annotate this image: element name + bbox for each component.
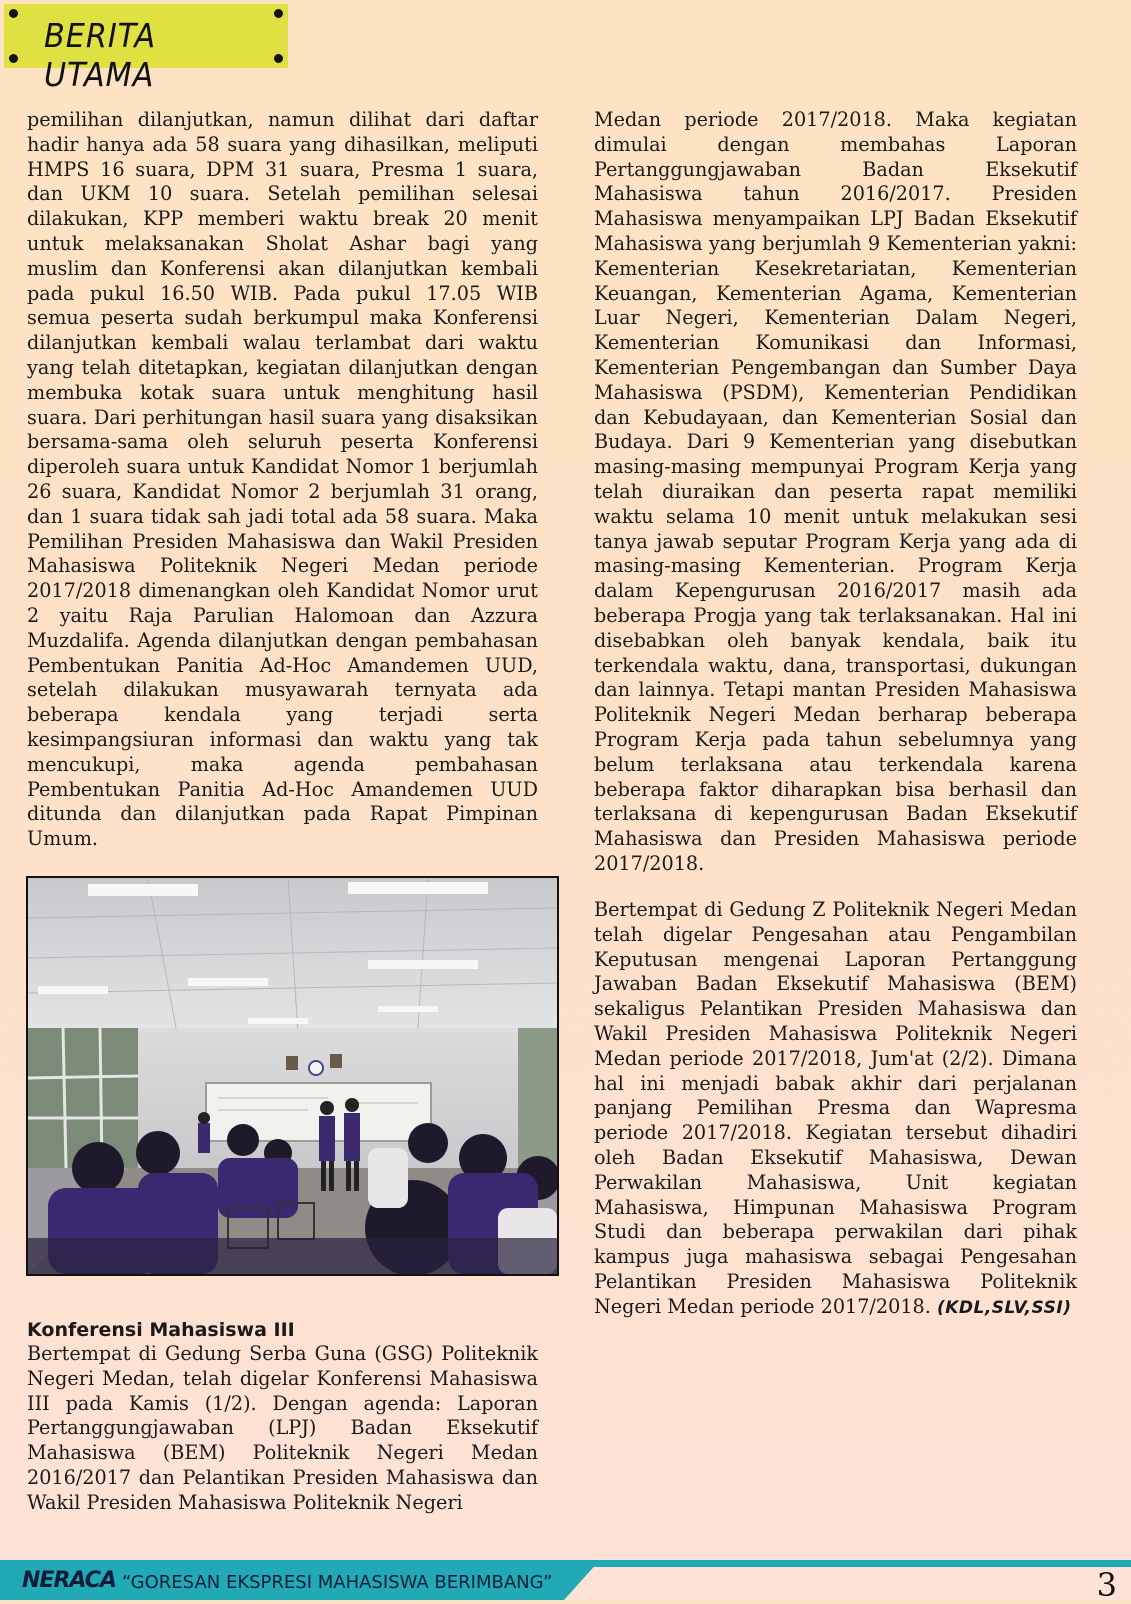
corner-dot-icon: [9, 54, 18, 63]
article-column-left: [27, 108, 538, 852]
pengesahan-section: [594, 898, 1077, 1321]
article-column-right: [594, 108, 1077, 877]
event-photo: [26, 876, 559, 1276]
footer-slogan: “GORESAN EKSPRESI MAHASISWA BERIMBANG”: [122, 1572, 553, 1593]
byline: (KDL,SLV,SSI): [936, 1297, 1072, 1318]
corner-dot-icon: [274, 54, 283, 63]
event-photo-image: [28, 878, 557, 1274]
footer-brand: NERACA: [22, 1568, 116, 1593]
page-number: 3: [1096, 1566, 1117, 1604]
article-paragraph: Bertempat di Gedung Serba Guna (GSG) Politeknik Negeri Medan, telah digelar Konferensi Mahasiswa III pada Kamis (1/2). Dengan agenda: Laporan Pertanggungjawaban (LPJ) Badan Eksekutif Mahasiswa (BEM) Politeknik Negeri Medan 2016/2017 dan Pelantikan Presiden Mahasiswa dan Wakil Presiden Mahasiswa Politeknik Negeri: [27, 1342, 538, 1514]
pengesahan-text: Bertempat di Gedung Z Politeknik Negeri Medan telah digelar Pengesahan atau Pengambilan Keputusan mengenai Laporan Pertanggung Jawaban Badan Eksekutif Mahasiswa (BEM) sekaligus Pelantikan Presiden Mahasiswa dan Wakil Presiden Mahasiswa Politeknik Negeri Medan periode 2017/2018, Jum'at (2/2). Dimana hal ini menjadi babak akhir dari perjalanan panjang Pemilihan Presma dan Wapresma periode 2017/2018. Kegiatan tersebut dihadiri oleh Badan Eksekutif Mahasiswa, Dewan Perwakilan Mahasiswa, Unit kegiatan Mahasiswa, Himpunan Mahasiswa Program Studi dan beberapa perwakilan dari pihak kampus juga mahasiswa sebagai Pengesahan Pelantikan Presiden Mahasiswa Politeknik Negeri Medan periode 2017/2018.: [594, 898, 1077, 1318]
article-paragraph: pemilihan dilanjutkan, namun dilihat dari daftar hadir hanya ada 58 suara yang dihasilkan, meliputi HMPS 16 suara, DPM 31 suara, Presma 1 suara, dan UKM 10 suara. Setelah pemilihan selesai dilakukan, KPP memberi waktu break 20 menit untuk melaksanakan Sholat Ashar bagi yang muslim dan Konferensi akan dilanjutkan kembali pada pukul 16.50 WIB. Pada pukul 17.05 WIB semua peserta sudah berkumpul maka Konferensi dilanjutkan kembali walau terlambat dari waktu yang telah ditetapkan, kegiatan dilanjutkan dengan membuka kotak suara untuk menghitung hasil suara. Dari perhitungan hasil suara yang disaksikan bersama-sama oleh seluruh peserta Konferensi diperoleh suara untuk Kandidat Nomor 1 berjumlah 26 suara, Kandidat Nomor 2 berjumlah 31 orang, dan 1 suara tidak sah jadi total ada 58 suara. Maka Pemilihan Presiden Mahasiswa dan Wakil Presiden Mahasiswa Politeknik Negeri Medan periode 2017/2018 dimenangkan oleh Kandidat Nomor urut 2 yaitu Raja Parulian Halomoan dan Azzura Muzdalifa. Agenda dilanjutkan dengan pembahasan Pembentukan Panitia Ad-Hoc Amandemen UUD, setelah dilakukan musyawarah ternyata ada beberapa kendala yang terjadi serta kesimpangsiuran informasi dan waktu yang tak mencukupi, maka agenda pembahasan Pembentukan Panitia Ad-Hoc Amandemen UUD ditunda dan dilanjutkan pada Rapat Pimpinan Umum.: [27, 108, 538, 851]
corner-dot-icon: [274, 9, 283, 18]
article-paragraph: [594, 898, 1077, 1321]
section-title: BERITA UTAMA: [44, 16, 157, 94]
section-tag: [4, 4, 288, 94]
article-paragraph: Medan periode 2017/2018. Maka kegiatan dimulai dengan membahas Laporan Pertanggungjawaban Badan Eksekutif Mahasiswa tahun 2016/2017. Presiden Mahasiswa menyampaikan LPJ Badan Eksekutif Mahasiswa yang berjumlah 9 Kementerian yakni: Kementerian Kesekretariatan, Kementerian Keuangan, Kementerian Agama, Kementerian Luar Negeri, Kementerian Dalam Negeri, Kementerian Komunikasi dan Informasi, Kementerian Pengembangan dan Sumber Daya Mahasiswa (PSDM), Kementerian Pendidikan dan Kebudayaan, dan Kementerian Sosial dan Budaya. Dari 9 Kementerian yang disebutkan masing-masing mempunyai Program Kerja yang telah diuraikan dan peserta rapat memiliki waktu selama 10 menit untuk melakukan sesi tanya jawab seputar Program Kerja yang ada di masing-masing Kementerian. Program Kerja dalam Kepengurusan 2016/2017 masih ada beberapa Progja yang tak terlaksanakan. Hal ini disebabkan oleh banyak kendala, baik itu terkendala waktu, dana, transportasi, dukungan dan lainnya. Tetapi mantan Presiden Mahasiswa Politeknik Negeri Medan berharap beberapa Program Kerja pada tahun sebelumnya yang belum terlaksana atau terkendala karena beberapa faktor diharapkan bisa berhasil dan terlaksana di kepengurusan Badan Eksekutif Mahasiswa dan Presiden Mahasiswa periode 2017/2018.: [594, 108, 1077, 875]
konferensi-section: [27, 1318, 538, 1516]
corner-dot-icon: [9, 9, 18, 18]
konferensi-heading: Konferensi Mahasiswa III: [27, 1319, 295, 1341]
page-footer: [0, 1560, 1131, 1604]
